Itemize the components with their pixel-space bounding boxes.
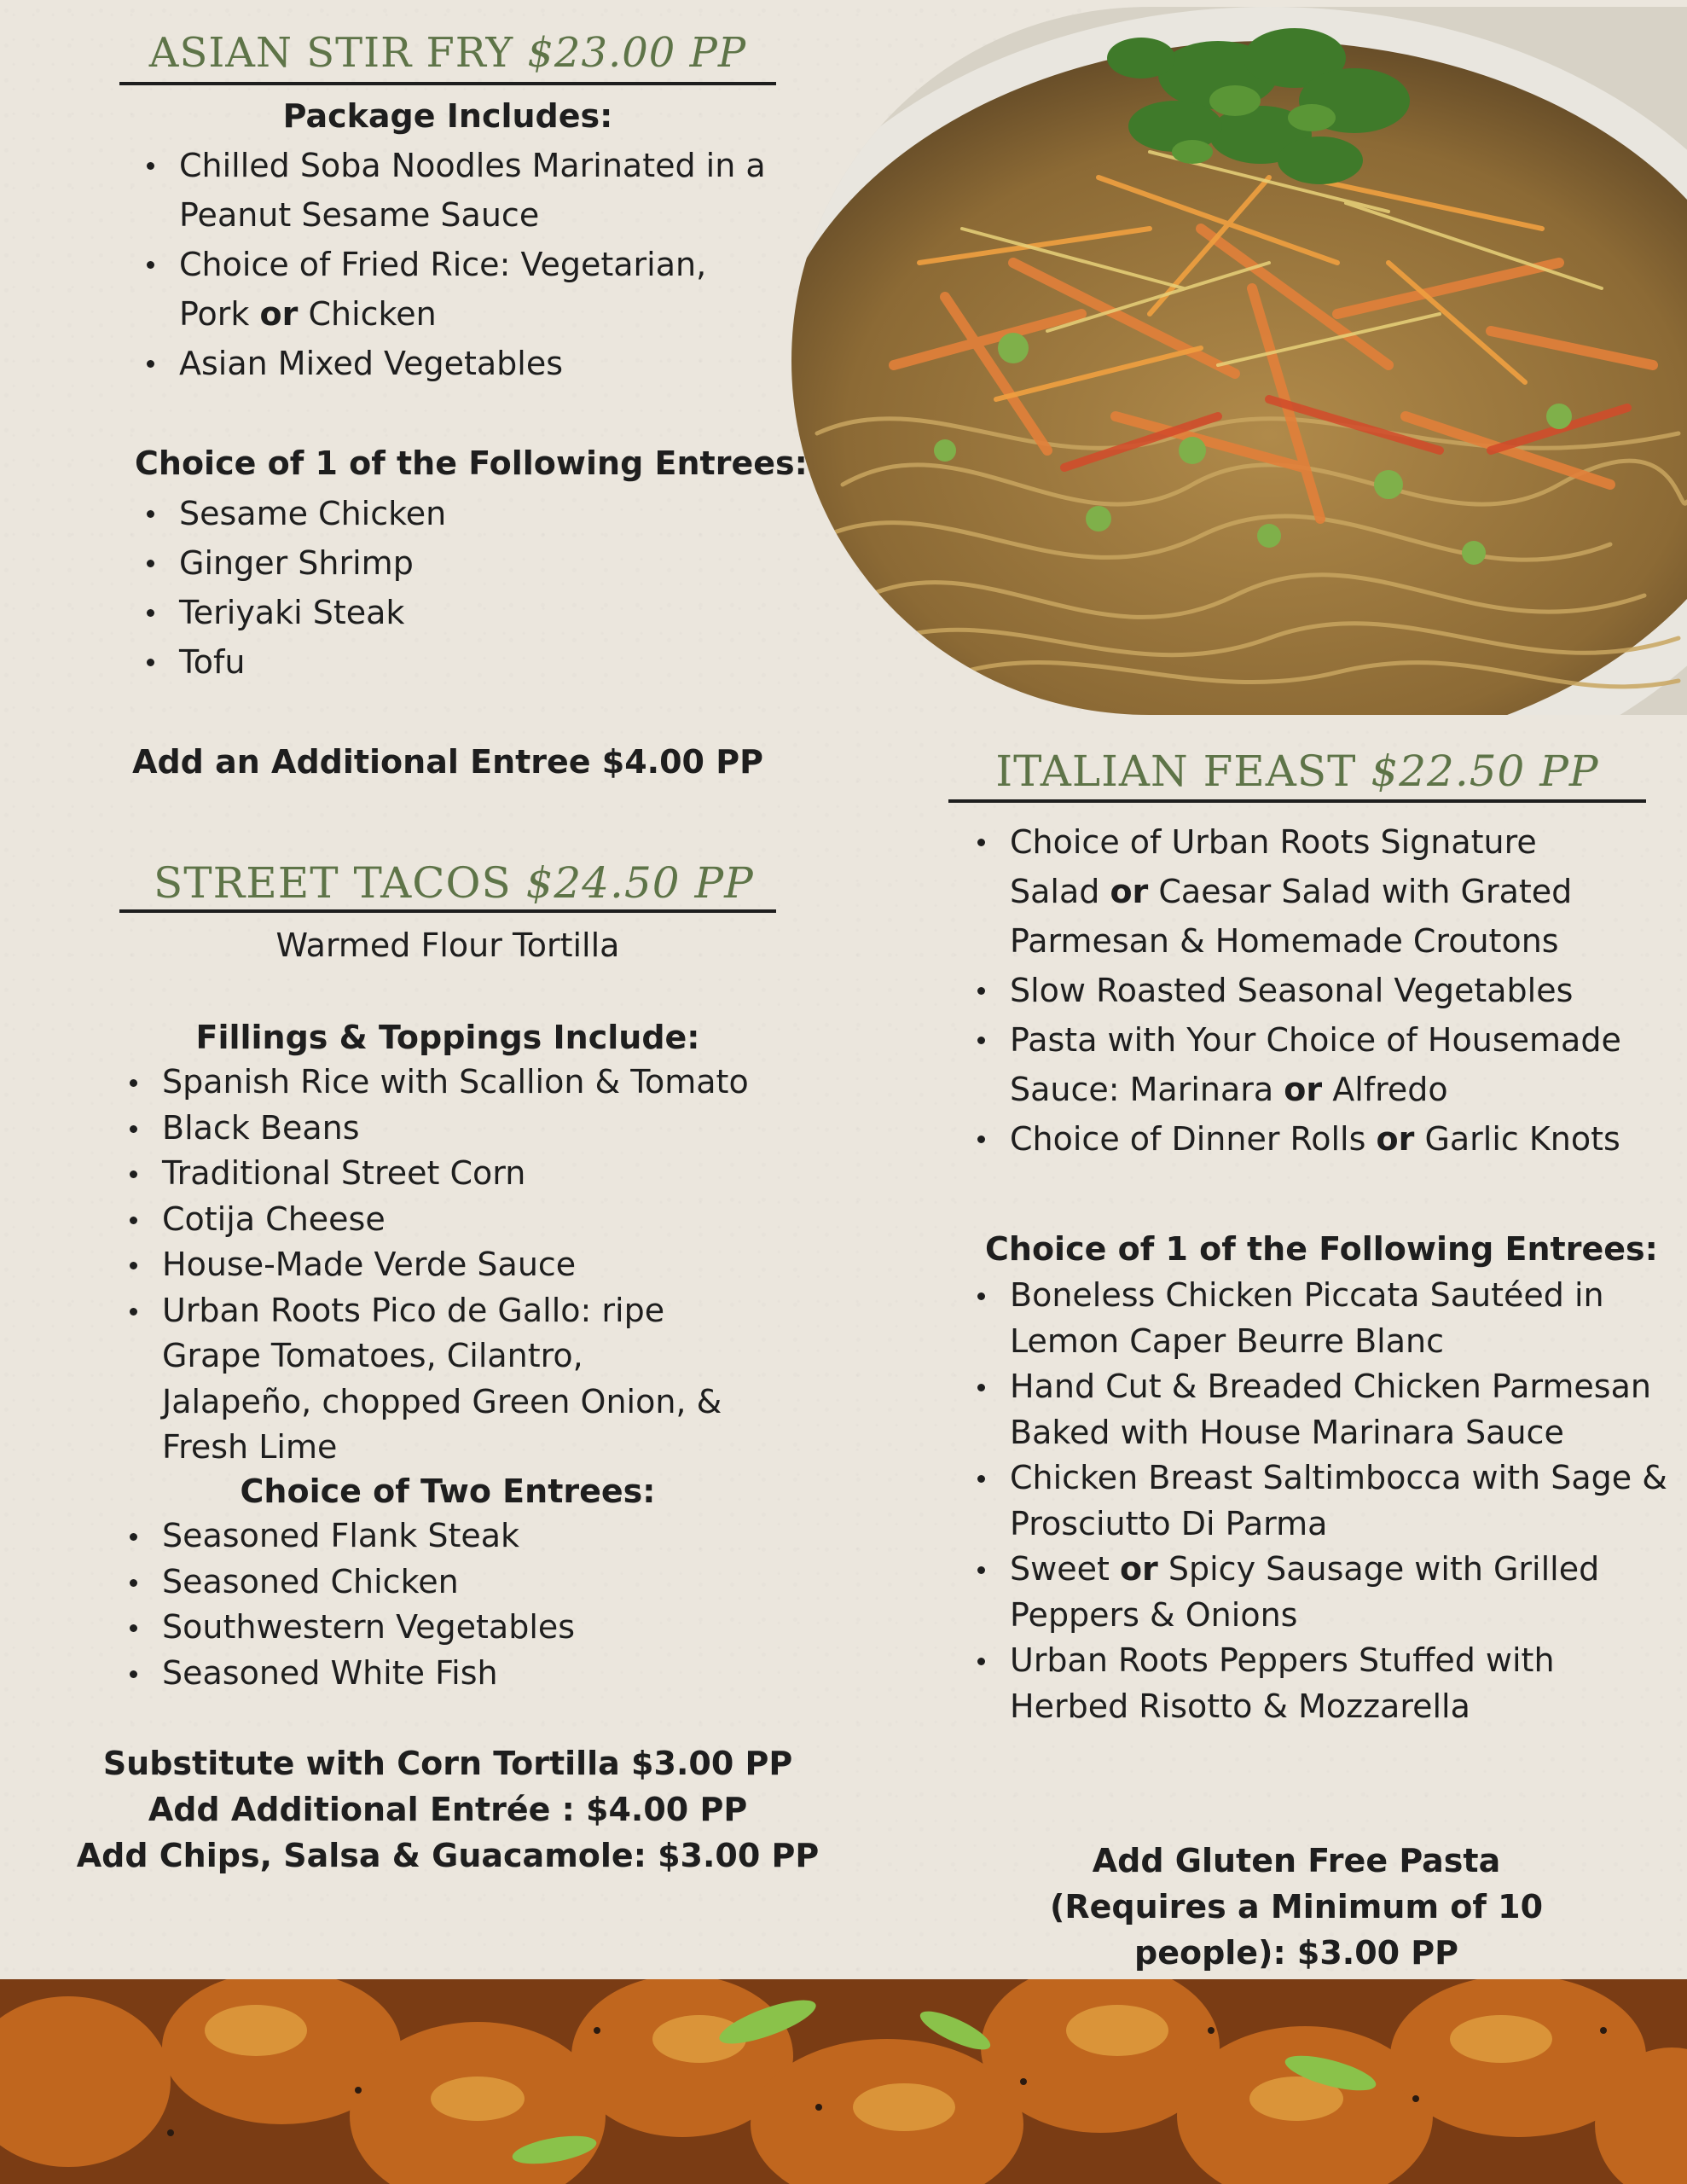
tacos-heading bbox=[119, 855, 776, 911]
list-item: Ginger Shrimp bbox=[136, 538, 768, 588]
asian-entrees-heading: Choice of 1 of the Following Entrees: bbox=[135, 444, 808, 482]
list-item: Seasoned Chicken bbox=[119, 1560, 768, 1606]
italian-entrees-heading: Choice of 1 of the Following Entrees: bbox=[985, 1230, 1658, 1268]
noodle-photo bbox=[791, 7, 1687, 715]
chicken-photo bbox=[0, 1979, 1687, 2184]
italian-addon: Add Gluten Free Pasta (Requires a Minimum of 10 people): $3.00 PP bbox=[1049, 1842, 1544, 1972]
list-item: Spanish Rice with Scallion & Tomato bbox=[119, 1060, 802, 1106]
tacos-fillings-list bbox=[119, 1060, 802, 1471]
list-item: Sesame Chicken bbox=[136, 489, 768, 538]
italian-entrees-list bbox=[967, 1273, 1667, 1729]
tacos-entrees-list bbox=[119, 1513, 768, 1696]
list-item: Chicken Breast Saltimbocca with Sage & Prosciutto Di Parma bbox=[967, 1455, 1684, 1547]
list-item: Cotija Cheese bbox=[119, 1197, 802, 1243]
list-item: Chilled Soba Noodles Marinated in a Peanut Sesame Sauce bbox=[136, 141, 768, 240]
tacos-heading-rule bbox=[119, 909, 776, 913]
asian-includes-list bbox=[136, 141, 768, 388]
italian-heading bbox=[948, 743, 1646, 799]
asian-title: ASIAN STIR FRY bbox=[148, 29, 514, 77]
list-item: Southwestern Vegetables bbox=[119, 1605, 768, 1651]
tacos-addon: Add Additional Entrée : $4.00 PP bbox=[148, 1791, 748, 1828]
list-item: Urban Roots Peppers Stuffed with Herbed Risotto & Mozzarella bbox=[967, 1638, 1624, 1729]
list-item: Tofu bbox=[136, 637, 768, 687]
list-item: Asian Mixed Vegetables bbox=[136, 339, 768, 388]
italian-title: ITALIAN FEAST bbox=[995, 746, 1357, 796]
list-item: Slow Roasted Seasonal Vegetables bbox=[967, 966, 1649, 1015]
tacos-title: STREET TACOS bbox=[154, 858, 512, 908]
asian-heading bbox=[119, 26, 776, 80]
list-item: Black Beans bbox=[119, 1106, 802, 1152]
list-item: Seasoned White Fish bbox=[119, 1651, 768, 1697]
list-item: Pasta with Your Choice of Housemade Sauce: Marinara or Alfredo bbox=[967, 1015, 1684, 1114]
tacos-addon: Substitute with Corn Tortilla $3.00 PP bbox=[102, 1745, 793, 1782]
asian-entrees-list bbox=[136, 489, 768, 687]
list-item: Choice of Fried Rice: Vegetarian, Pork or Chicken bbox=[136, 240, 768, 339]
tacos-subtitle: Warmed Flour Tortilla bbox=[275, 926, 620, 964]
tacos-addon: Add Chips, Salsa & Guacamole: $3.00 PP bbox=[76, 1837, 820, 1874]
tacos-price: $24.50 PP bbox=[525, 858, 754, 908]
list-item: Seasoned Flank Steak bbox=[119, 1513, 768, 1560]
asian-includes-heading: Package Includes: bbox=[282, 97, 613, 135]
tacos-entrees-heading: Choice of Two Entrees: bbox=[240, 1472, 656, 1510]
list-item: Choice of Urban Roots Signature Salad or Caesar Salad with Grated Parmesan & Homemade Croutons bbox=[967, 817, 1598, 966]
asian-addon: Add an Additional Entree $4.00 PP bbox=[132, 743, 763, 781]
list-item: Urban Roots Pico de Gallo: ripe Grape Tomatoes, Cilantro, Jalapeño, chopped Green Onion, & Fresh Lime bbox=[119, 1288, 742, 1471]
asian-heading-rule bbox=[119, 82, 776, 85]
list-item: Traditional Street Corn bbox=[119, 1151, 802, 1197]
italian-heading-rule bbox=[948, 799, 1646, 803]
italian-price: $22.50 PP bbox=[1371, 746, 1599, 796]
list-item: House-Made Verde Sauce bbox=[119, 1242, 802, 1288]
list-item: Teriyaki Steak bbox=[136, 588, 768, 637]
italian-includes-list bbox=[967, 817, 1649, 1164]
tacos-fillings-heading: Fillings & Toppings Include: bbox=[195, 1019, 700, 1056]
asian-price: $23.00 PP bbox=[527, 29, 747, 77]
list-item: Boneless Chicken Piccata Sautéed in Lemon Caper Beurre Blanc bbox=[967, 1273, 1641, 1364]
list-item: Sweet or Spicy Sausage with Grilled Peppers & Onions bbox=[967, 1547, 1641, 1638]
tacos-addons bbox=[68, 1740, 827, 1879]
list-item: Hand Cut & Breaded Chicken Parmesan Baked with House Marinara Sauce bbox=[967, 1364, 1658, 1455]
list-item: Choice of Dinner Rolls or Garlic Knots bbox=[967, 1114, 1649, 1164]
